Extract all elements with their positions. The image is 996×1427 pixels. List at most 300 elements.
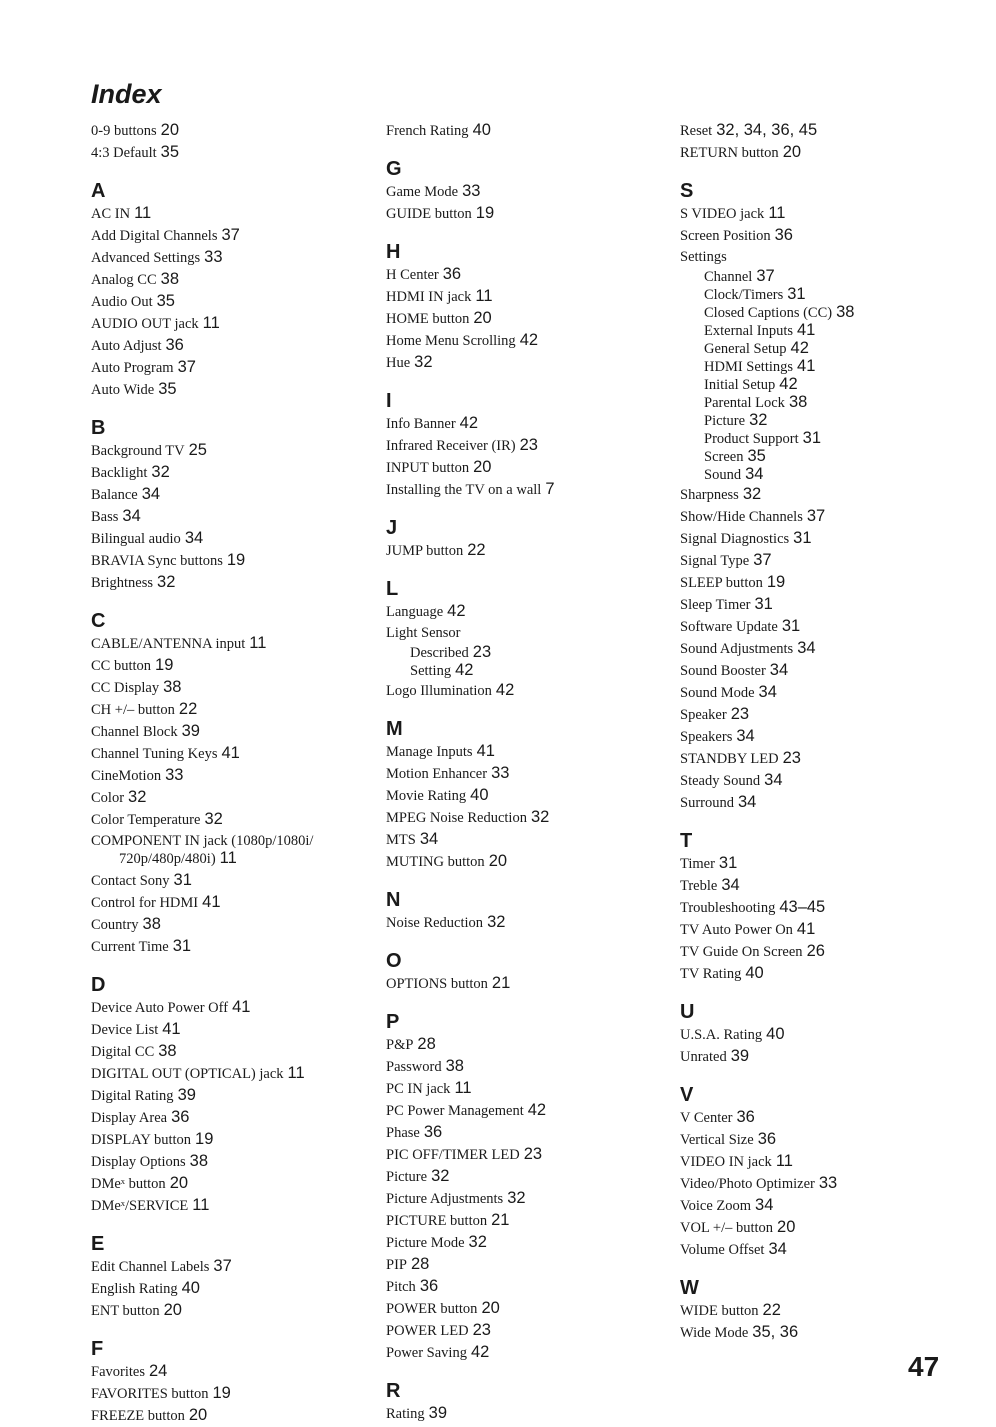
- index-term: Color: [91, 790, 125, 806]
- section-letter: D: [91, 974, 106, 996]
- page-ref: 38: [836, 303, 855, 321]
- page-ref: 37: [806, 507, 826, 525]
- index-term: FAVORITES button: [91, 1386, 209, 1402]
- page-ref: 33: [491, 764, 510, 782]
- index-entry: [680, 142, 970, 164]
- index-entry: [91, 291, 361, 313]
- index-term: Rating: [386, 1406, 425, 1422]
- index-term: Picture Adjustments: [386, 1191, 504, 1207]
- index-subentry: [680, 268, 970, 286]
- page-ref: 34: [419, 830, 439, 848]
- page-ref: 32: [414, 353, 433, 371]
- index-term: Brightness: [91, 575, 154, 591]
- page-ref: 21: [491, 1211, 510, 1229]
- index-term: HDMI Settings: [704, 359, 794, 375]
- index-term: MPEG Noise Reduction: [386, 810, 527, 826]
- index-term: DISPLAY button: [91, 1132, 192, 1148]
- section-letter: N: [386, 889, 401, 911]
- index-term: Closed Captions (CC): [704, 305, 833, 321]
- index-term: Sound Mode: [680, 685, 755, 701]
- index-term: Power Saving: [386, 1345, 467, 1361]
- page-ref: 33: [204, 248, 223, 266]
- index-entry: [91, 1300, 361, 1322]
- section-letter: I: [386, 390, 392, 412]
- index-term: PIP: [386, 1257, 407, 1273]
- index-entry: [91, 440, 361, 462]
- index-entry: [386, 601, 656, 623]
- index-term: Device List: [91, 1022, 159, 1038]
- index-entry: [91, 203, 361, 225]
- index-entry: [680, 1217, 970, 1239]
- index-term: VOL +/– button: [680, 1220, 774, 1236]
- page-ref: 42: [527, 1101, 547, 1119]
- page-ref: 40: [472, 121, 491, 139]
- index-entry: [680, 897, 970, 919]
- index-entry: [386, 1078, 656, 1100]
- index-entry: [91, 1019, 361, 1041]
- index-entry: [91, 1085, 361, 1107]
- index-term: POWER button: [386, 1301, 478, 1317]
- index-entry: [386, 1210, 656, 1232]
- index-term: Sharpness: [680, 487, 739, 503]
- page-ref: 39: [181, 722, 200, 740]
- index-entry: [91, 462, 361, 484]
- index-entry: [91, 120, 361, 142]
- index-entry: [386, 1056, 656, 1078]
- page-ref: 35: [158, 380, 177, 398]
- index-term: PC IN jack: [386, 1081, 451, 1097]
- index-subentry: [680, 322, 970, 340]
- section-letter: B: [91, 417, 106, 439]
- index-term: Picture: [704, 413, 746, 429]
- index-entry: [680, 1046, 970, 1068]
- index-term: Country: [91, 917, 139, 933]
- index-entry: [386, 1298, 656, 1320]
- index-subentry: [680, 358, 970, 376]
- page-ref: 33: [818, 1174, 838, 1192]
- index-entry: [386, 1188, 656, 1210]
- section-letter: L: [386, 578, 399, 600]
- page-ref: 34: [758, 683, 777, 701]
- page-ref: 35: [156, 292, 175, 310]
- index-term: Voice Zoom: [680, 1198, 752, 1214]
- page-ref: 32: [151, 463, 170, 481]
- page-ref: 37: [213, 1257, 232, 1275]
- index-term: Manage Inputs: [386, 744, 473, 760]
- index-term: CABLE/ANTENNA input: [91, 636, 246, 652]
- section-letter: W: [680, 1277, 699, 1299]
- index-term: DMeˣ/SERVICE: [91, 1198, 189, 1214]
- page-ref: 20: [160, 121, 180, 139]
- index-term: Wide Mode: [680, 1325, 749, 1341]
- page-ref: 36: [757, 1130, 777, 1148]
- index-term: Described: [410, 645, 469, 661]
- page-ref: 31: [718, 854, 738, 872]
- index-term: P&P: [386, 1037, 414, 1053]
- page-ref: 21: [491, 974, 511, 992]
- index-entry: [680, 1300, 970, 1322]
- page-ref: 43–45: [779, 898, 826, 916]
- index-entry: [91, 1195, 361, 1217]
- page-ref: 41: [221, 744, 240, 762]
- index-term: Current Time: [91, 939, 169, 955]
- index-term: Balance: [91, 487, 138, 503]
- page-ref: 42: [519, 331, 539, 349]
- index-term: Add Digital Channels: [91, 228, 218, 244]
- page-ref: 40: [745, 964, 764, 982]
- index-subentry: [386, 662, 656, 680]
- page-ref: 19: [212, 1384, 231, 1402]
- page-ref: 34: [764, 771, 783, 789]
- page-ref: 31: [802, 429, 822, 447]
- page-ref: 41: [476, 742, 495, 760]
- index-entry: [91, 833, 361, 868]
- index-entry: [91, 1256, 361, 1278]
- section-letter: O: [386, 950, 402, 972]
- section-letter: M: [386, 718, 403, 740]
- index-term: Infrared Receiver (IR): [386, 438, 516, 454]
- index-term: Picture: [386, 1169, 428, 1185]
- index-entry: [91, 1063, 361, 1085]
- index-entry: [680, 1129, 970, 1151]
- page-ref: 34: [745, 465, 764, 483]
- index-term: Product Support: [704, 431, 799, 447]
- page-ref: 31: [781, 617, 801, 635]
- page-ref: 19: [155, 656, 174, 674]
- page-ref: 31: [173, 871, 192, 889]
- page-ref: 20: [188, 1406, 208, 1424]
- index-entry: [680, 594, 970, 616]
- index-entry: [386, 413, 656, 435]
- index-entry: [386, 286, 656, 308]
- page-ref: 19: [475, 204, 495, 222]
- section-letter: C: [91, 610, 106, 632]
- page-ref: 28: [417, 1035, 436, 1053]
- page-ref: 42: [495, 681, 515, 699]
- index-term: DIGITAL OUT (OPTICAL) jack: [91, 1066, 284, 1082]
- index-term: Vertical Size: [680, 1132, 754, 1148]
- page-ref: 11: [775, 1152, 793, 1170]
- index-term: TV Guide On Screen: [680, 944, 803, 960]
- index-term: Game Mode: [386, 184, 459, 200]
- index-entry: [680, 1195, 970, 1217]
- page-ref: 34: [721, 876, 740, 894]
- index-subentry: [680, 430, 970, 448]
- index-entry: [386, 1034, 656, 1056]
- index-term: PIC OFF/TIMER LED: [386, 1147, 520, 1163]
- index-term: INPUT button: [386, 460, 470, 476]
- page-ref: 40: [470, 786, 489, 804]
- index-term: Pitch: [386, 1279, 416, 1295]
- index-term: S VIDEO jack: [680, 206, 765, 222]
- index-term: Favorites: [91, 1364, 145, 1380]
- index-entry: [386, 1232, 656, 1254]
- index-entry: [91, 1383, 361, 1405]
- page-ref: 36: [423, 1123, 443, 1141]
- index-entry: [680, 875, 970, 897]
- page-ref: 32: [487, 913, 506, 931]
- page-ref: 22: [178, 700, 198, 718]
- index-term: Steady Sound: [680, 773, 761, 789]
- index-term: RETURN button: [680, 145, 779, 161]
- page-ref: 38: [788, 393, 808, 411]
- page-ref: 32: [749, 411, 768, 429]
- page-ref: 23: [519, 436, 538, 454]
- index-entry: [680, 919, 970, 941]
- page-ref: 42: [455, 661, 474, 679]
- index-entry: [91, 1107, 361, 1129]
- index-entry: [91, 936, 361, 958]
- index-entry: [91, 1361, 361, 1383]
- index-entry: [386, 264, 656, 286]
- page-ref: 23: [782, 749, 801, 767]
- index-entry: [91, 506, 361, 528]
- index-entry: [680, 1024, 970, 1046]
- index-entry: [386, 763, 656, 785]
- page-ref: 34: [769, 661, 789, 679]
- index-term: PC Power Management: [386, 1103, 524, 1119]
- index-term: Logo Illumination: [386, 683, 492, 699]
- index-term: Light Sensor: [386, 625, 461, 641]
- index-subentry: [680, 412, 970, 430]
- index-term: Sound Booster: [680, 663, 766, 679]
- index-subentry: [680, 448, 970, 466]
- page-ref: 39: [730, 1047, 750, 1065]
- index-term: Signal Diagnostics: [680, 531, 790, 547]
- page-ref: 33: [165, 766, 184, 784]
- index-entry: [386, 623, 656, 644]
- page-ref: 41: [797, 357, 816, 375]
- page-ref: 11: [219, 849, 237, 867]
- page-ref: 34: [141, 485, 161, 503]
- index-subentry: [680, 394, 970, 412]
- page-ref: 39: [177, 1086, 196, 1104]
- page-ref: 37: [177, 358, 196, 376]
- index-entry: [91, 699, 361, 721]
- index-term: Sound Adjustments: [680, 641, 794, 657]
- page-ref: 34: [797, 639, 816, 657]
- page-title: Index: [91, 79, 162, 109]
- index-term: Parental Lock: [704, 395, 785, 411]
- index-entry: [91, 1151, 361, 1173]
- index-entry: [91, 743, 361, 765]
- page-ref: 42: [470, 1343, 490, 1361]
- index-entry: [91, 765, 361, 787]
- page-ref: 28: [410, 1255, 430, 1273]
- section-letter: P: [386, 1011, 400, 1033]
- index-term: CC button: [91, 658, 152, 674]
- index-term: Bass: [91, 509, 119, 525]
- section-letter: E: [91, 1233, 105, 1255]
- index-entry: [386, 330, 656, 352]
- page-ref: 11: [768, 204, 786, 222]
- index-entry: [91, 1129, 361, 1151]
- page-ref: 37: [221, 226, 240, 244]
- index-entry: [386, 120, 656, 142]
- index-term: General Setup: [704, 341, 787, 357]
- index-entry: [91, 809, 361, 831]
- index-entry: [386, 1320, 656, 1342]
- page-ref: 41: [202, 893, 221, 911]
- index-entry: [680, 1322, 970, 1344]
- index-term: Speakers: [680, 729, 733, 745]
- index-entry: [386, 785, 656, 807]
- page-ref: 31: [793, 529, 812, 547]
- index-entry: [680, 853, 970, 875]
- index-entry: [680, 963, 970, 985]
- page-ref: 35: [160, 143, 179, 161]
- section-letter: F: [91, 1338, 104, 1360]
- index-term: Clock/Timers: [704, 287, 784, 303]
- index-entry: [91, 892, 361, 914]
- index-entry: [680, 704, 970, 726]
- index-term: Channel: [704, 269, 753, 285]
- index-entry: [386, 851, 656, 873]
- index-term: JUMP button: [386, 543, 464, 559]
- page-ref: 42: [459, 414, 479, 432]
- index-entry: [680, 616, 970, 638]
- index-term: Timer: [680, 856, 715, 872]
- index-entry: [680, 120, 970, 142]
- index-column-2: [386, 120, 656, 1425]
- page-ref: 34: [184, 529, 204, 547]
- index-term: Screen Position: [680, 228, 771, 244]
- index-entry: [680, 550, 970, 572]
- page-ref: 36: [171, 1108, 190, 1126]
- index-term: MTS: [386, 832, 416, 848]
- page-ref: 36: [774, 226, 793, 244]
- index-entry: [386, 308, 656, 330]
- index-term: French Rating: [386, 123, 469, 139]
- index-entry: [386, 1144, 656, 1166]
- index-term: Movie Rating: [386, 788, 467, 804]
- page-ref: 37: [753, 551, 772, 569]
- index-entry: [91, 550, 361, 572]
- page-ref: 36: [419, 1277, 439, 1295]
- page-ref: 20: [777, 1218, 796, 1236]
- section-letter: G: [386, 158, 402, 180]
- index-entry: [386, 1403, 656, 1425]
- section-letter: A: [91, 180, 106, 202]
- index-term: Setting: [410, 663, 452, 679]
- page-ref: 20: [782, 143, 802, 161]
- index-term: U.S.A. Rating: [680, 1027, 763, 1043]
- page-ref: 20: [473, 309, 492, 327]
- page-ref: 11: [192, 1196, 210, 1214]
- index-term: Auto Wide: [91, 382, 155, 398]
- index-term: Treble: [680, 878, 718, 894]
- page-ref: 32: [530, 808, 550, 826]
- index-term: ENT button: [91, 1303, 160, 1319]
- index-term: 0-9 buttons: [91, 123, 157, 139]
- page-ref: 23: [472, 643, 492, 661]
- index-term: CC Display: [91, 680, 160, 696]
- page-ref: 38: [445, 1057, 464, 1075]
- index-term: Advanced Settings: [91, 250, 201, 266]
- index-term: GUIDE button: [386, 206, 472, 222]
- index-entry: [91, 225, 361, 247]
- index-term: H Center: [386, 267, 439, 283]
- index-term: TV Auto Power On: [680, 922, 793, 938]
- index-entry: [680, 1239, 970, 1261]
- page-ref: 22: [467, 541, 486, 559]
- index-term: Software Update: [680, 619, 778, 635]
- index-entry: [91, 269, 361, 291]
- page-ref: 33: [462, 182, 481, 200]
- index-term: Phase: [386, 1125, 420, 1141]
- index-entry: [680, 572, 970, 594]
- index-term: Sleep Timer: [680, 597, 751, 613]
- index-term: DMeˣ button: [91, 1176, 166, 1192]
- index-term: Info Banner: [386, 416, 456, 432]
- index-term: POWER LED: [386, 1323, 469, 1339]
- index-entry: [91, 357, 361, 379]
- index-term: CH +/– button: [91, 702, 175, 718]
- index-term: Display Area: [91, 1110, 168, 1126]
- page-ref: 40: [181, 1279, 200, 1297]
- page-ref: 31: [754, 595, 773, 613]
- index-term: Language: [386, 604, 444, 620]
- index-entry: [680, 682, 970, 704]
- index-entry: [91, 335, 361, 357]
- index-term: CineMotion: [91, 768, 162, 784]
- page-ref: 23: [472, 1321, 491, 1339]
- page-ref: 38: [163, 678, 182, 696]
- page-ref: 41: [797, 321, 816, 339]
- index-entry: [386, 829, 656, 851]
- index-term: Control for HDMI: [91, 895, 199, 911]
- index-term: Auto Program: [91, 360, 174, 376]
- index-term: MUTING button: [386, 854, 485, 870]
- index-term: Channel Tuning Keys: [91, 746, 218, 762]
- page-ref: 23: [523, 1145, 543, 1163]
- index-entry: [91, 1173, 361, 1195]
- index-term: Password: [386, 1059, 442, 1075]
- page-ref: 36: [165, 336, 184, 354]
- page-ref: 42: [447, 602, 466, 620]
- index-term: Hue: [386, 355, 411, 371]
- page-ref: 32, 34, 36, 45: [716, 121, 818, 139]
- page-ref: 35, 36: [752, 1323, 799, 1341]
- page-ref: 19: [195, 1130, 214, 1148]
- page-ref: 34: [768, 1240, 787, 1258]
- index-column-1: [91, 120, 361, 1427]
- index-entry: [91, 1041, 361, 1063]
- index-entry: [91, 633, 361, 655]
- index-entry: [91, 997, 361, 1019]
- index-term: English Rating: [91, 1281, 178, 1297]
- index-entry: [680, 203, 970, 225]
- page-ref: 22: [762, 1301, 781, 1319]
- index-entry: [680, 484, 970, 506]
- index-entry: [386, 352, 656, 374]
- index-entry: [386, 1254, 656, 1276]
- page-number: 47: [908, 1351, 940, 1382]
- index-term: Picture Mode: [386, 1235, 465, 1251]
- index-entry: [91, 870, 361, 892]
- index-term: BRAVIA Sync buttons: [91, 553, 223, 569]
- index-term: Audio Out: [91, 294, 153, 310]
- page-ref: 32: [128, 788, 147, 806]
- page-ref: 19: [226, 551, 246, 569]
- page-ref: 34: [755, 1196, 774, 1214]
- index-term: Initial Setup: [704, 377, 776, 393]
- index-term: AC IN: [91, 206, 131, 222]
- index-term: STANDBY LED: [680, 751, 779, 767]
- page-ref: 31: [172, 937, 192, 955]
- page-ref: 32: [431, 1167, 450, 1185]
- index-entry: [91, 572, 361, 594]
